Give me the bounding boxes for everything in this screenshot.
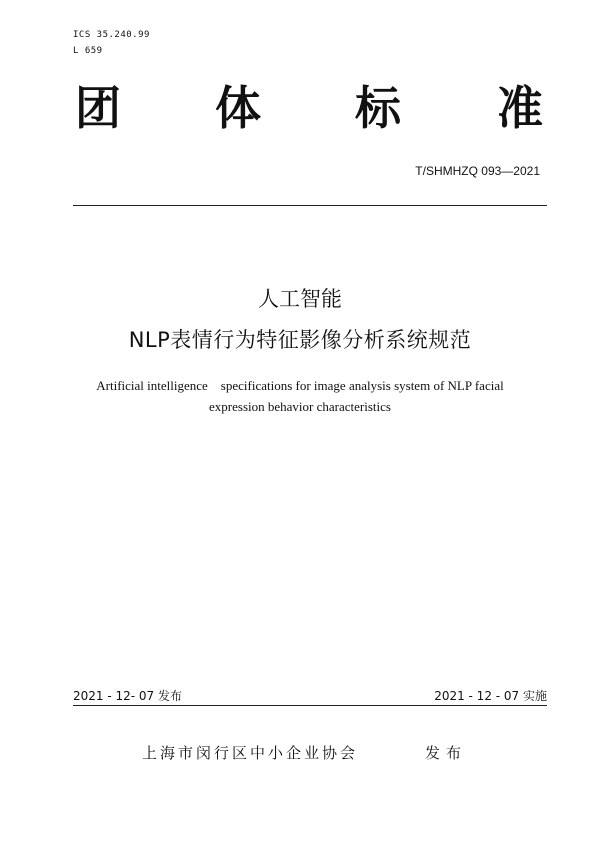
publishing-organization: 上海市闵行区中小企业协会 xyxy=(142,744,359,762)
publish-label: 发布 xyxy=(425,744,468,762)
standard-number: T/SHMHZQ 093—2021 xyxy=(415,164,540,178)
english-title-line-2: expression behavior characteristics xyxy=(209,399,391,414)
title-line-2: NLP表情行为特征影像分析系统规范 xyxy=(128,328,472,352)
effective-date: 2021 - 12 - 07 实施 xyxy=(434,689,547,703)
big-title-char-4: 准 xyxy=(497,81,543,135)
ics-code: ICS 35.240.99 xyxy=(73,30,150,40)
header-divider xyxy=(73,205,547,206)
big-title-char-1: 团 xyxy=(75,81,121,135)
publish-date: 2021 - 12- 07 发布 xyxy=(73,689,182,703)
ccs-code: L 659 xyxy=(73,46,103,56)
big-title-char-2: 体 xyxy=(215,81,261,135)
title-line-1: 人工智能 xyxy=(258,287,342,311)
english-title-line-1: Artificial intelligence specifications for image analysis system of NLP facial xyxy=(96,378,504,393)
big-title-char-3: 标 xyxy=(355,81,401,135)
footer-divider xyxy=(73,705,547,706)
